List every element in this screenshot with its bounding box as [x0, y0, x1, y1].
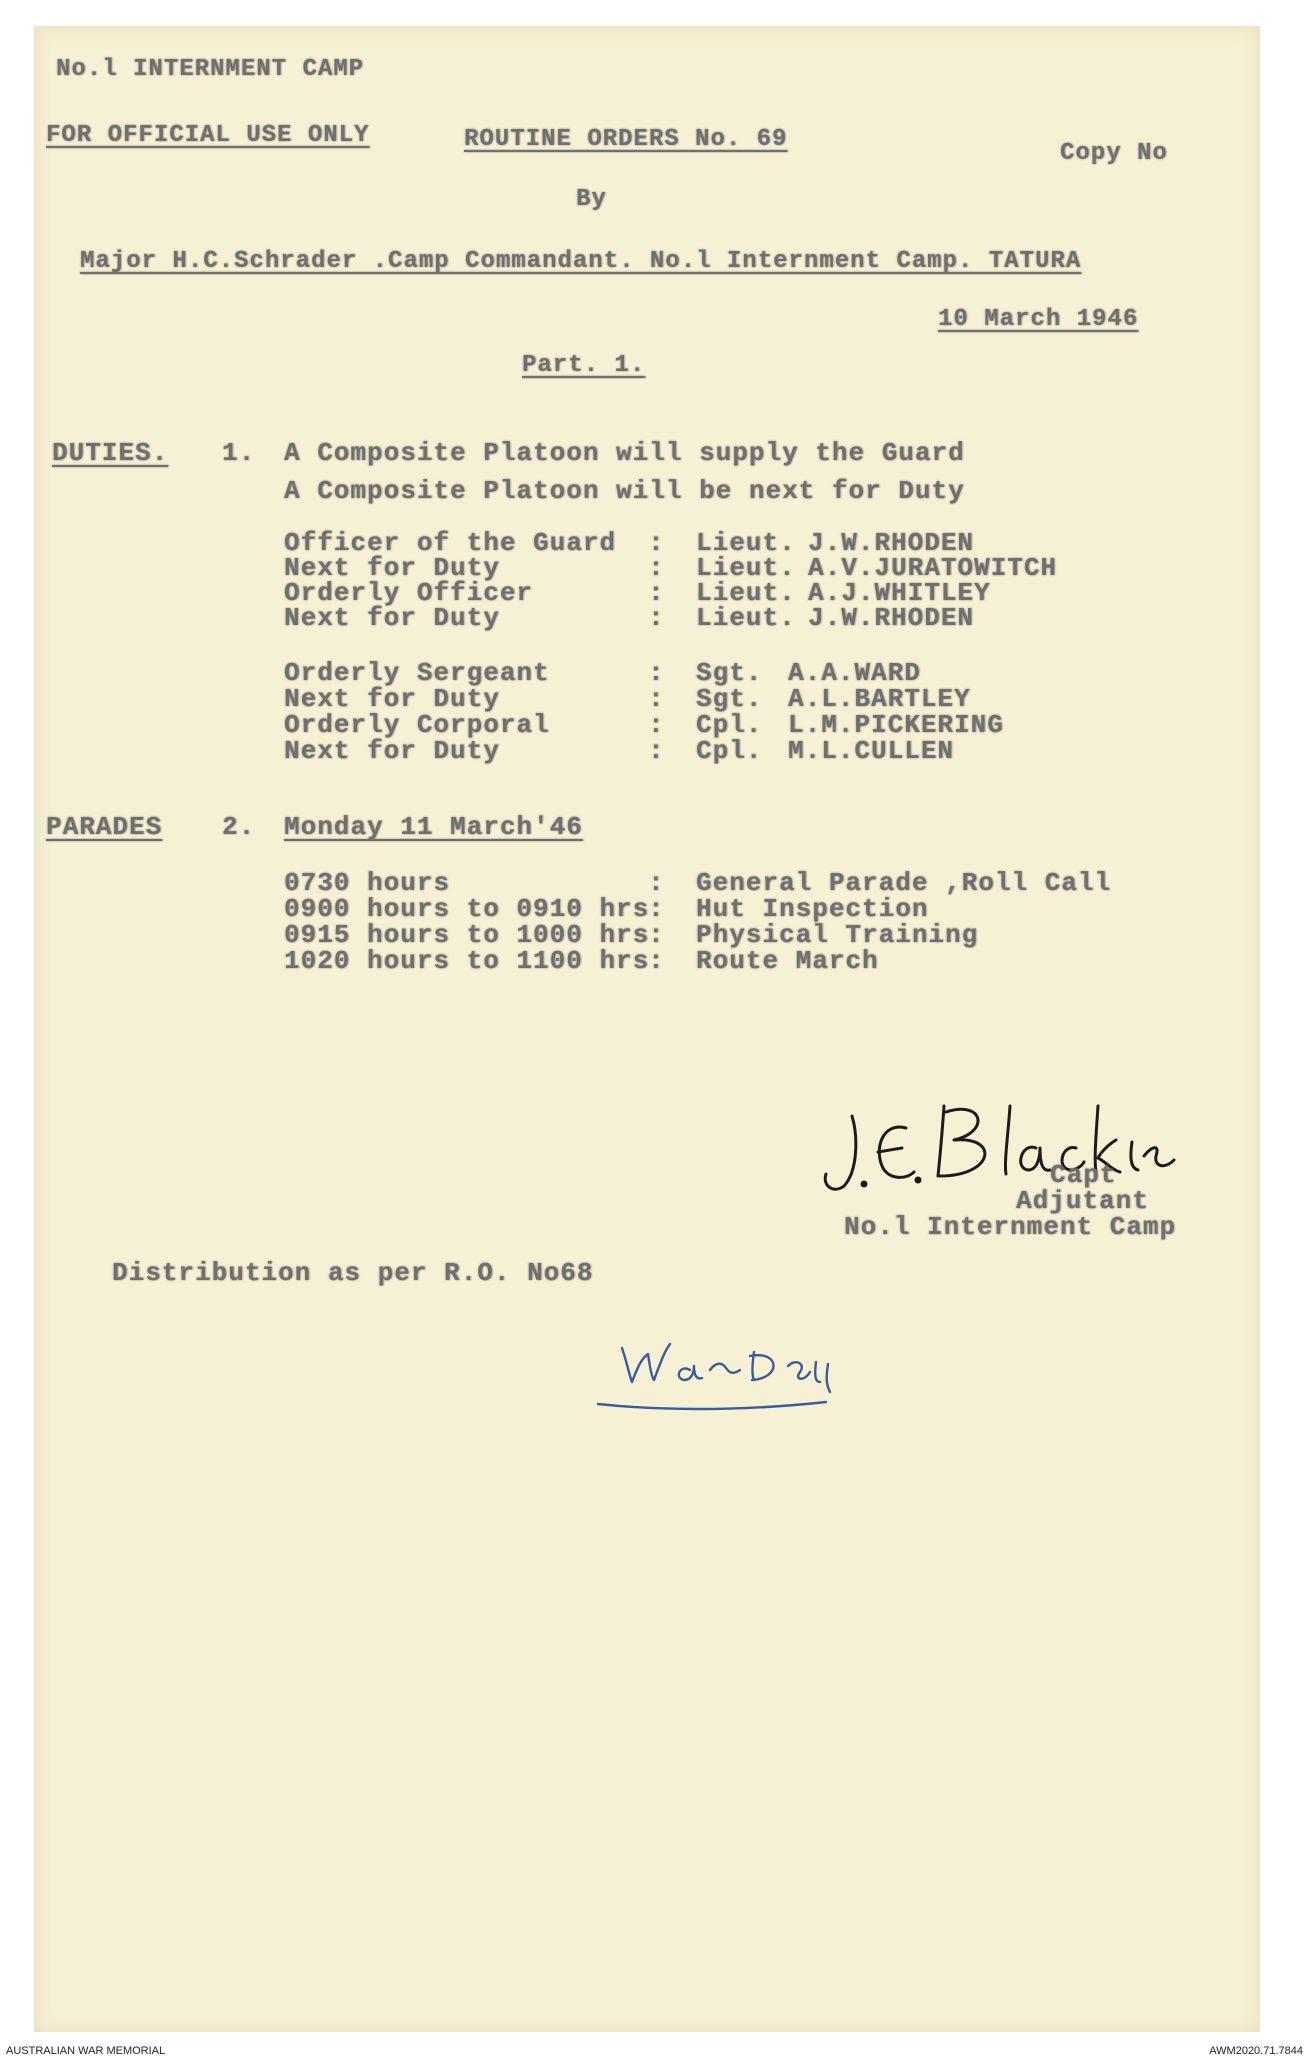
part-heading: Part. 1. [522, 352, 646, 379]
schedule-time: 0915 hours to 1000 hrs [284, 920, 650, 950]
officer-name: J.W.RHODEN [808, 528, 975, 558]
colon: : [648, 868, 665, 898]
colon: : [648, 553, 665, 583]
commandant-line: Major H.C.Schrader .Camp Commandant. No.l Internment Camp. TATURA [80, 248, 1082, 275]
officer-role: Next for Duty [284, 603, 500, 633]
routine-orders-title: ROUTINE ORDERS No. 69 [464, 126, 788, 153]
signatory-title: Adjutant [1016, 1186, 1149, 1216]
colon: : [648, 920, 665, 950]
nco-role: Orderly Sergeant [284, 658, 550, 688]
officer-rank: Lieut. [696, 553, 796, 583]
nco-name: M.L.CULLEN [788, 736, 955, 766]
colon: : [648, 578, 665, 608]
war-diary-initials [604, 1322, 844, 1412]
schedule-activity: General Parade ,Roll Call [696, 868, 1112, 898]
schedule-activity: Hut Inspection [696, 894, 929, 924]
archive-reference: AWM2020.71.7844 [1209, 2045, 1303, 2057]
archive-credit: AUSTRALIAN WAR MEMORIAL [6, 2045, 166, 2057]
officer-rank: Lieut. [696, 603, 796, 633]
schedule-time: 1020 hours to 1100 hrs [284, 946, 650, 976]
officer-role: Next for Duty [284, 553, 500, 583]
signatory-unit: No.l Internment Camp [844, 1212, 1177, 1242]
schedule-activity: Physical Training [696, 920, 979, 950]
order-date: 10 March 1946 [938, 306, 1139, 333]
colon: : [648, 946, 665, 976]
officer-name: A.J.WHITLEY [808, 578, 991, 608]
parade-day: Monday 11 March'46 [284, 812, 583, 842]
nco-name: A.L.BARTLEY [788, 684, 971, 714]
schedule-time: 0900 hours to 0910 hrs [284, 894, 650, 924]
colon: : [648, 603, 665, 633]
officer-name: J.W.RHODEN [808, 603, 975, 633]
duties-line-1: A Composite Platoon will supply the Guard [284, 438, 965, 468]
officer-role: Officer of the Guard [284, 528, 617, 558]
distribution-line: Distribution as per R.O. No68 [112, 1258, 594, 1288]
duties-line-2: A Composite Platoon will be next for Duty [284, 476, 965, 506]
nco-rank: Sgt. [696, 684, 763, 714]
colon: : [648, 894, 665, 924]
colon: : [648, 658, 665, 688]
schedule-activity: Route March [696, 946, 879, 976]
nco-role: Next for Duty [284, 736, 500, 766]
schedule-time: 0730 hours [284, 868, 451, 898]
nco-name: L.M.PICKERING [788, 710, 1004, 740]
nco-role: Orderly Corporal [284, 710, 550, 740]
parades-heading: PARADES [46, 812, 163, 842]
signatory-rank: Capt [1050, 1160, 1117, 1190]
duties-number: 1. [222, 438, 256, 468]
by-label: By [576, 186, 607, 213]
officer-rank: Lieut. [696, 578, 796, 608]
camp-heading: No.l INTERNMENT CAMP [56, 56, 365, 83]
colon: : [648, 710, 665, 740]
colon: : [648, 736, 665, 766]
colon: : [648, 528, 665, 558]
officer-rank: Lieut. [696, 528, 796, 558]
nco-name: A.A.WARD [788, 658, 921, 688]
officer-role: Orderly Officer [284, 578, 534, 608]
parades-number: 2. [222, 812, 256, 842]
duties-heading: DUTIES. [52, 438, 169, 468]
nco-rank: Cpl. [696, 736, 763, 766]
officer-name: A.V.JURATOWITCH [808, 553, 1058, 583]
nco-rank: Cpl. [696, 710, 763, 740]
colon: : [648, 684, 665, 714]
nco-rank: Sgt. [696, 658, 763, 688]
official-use-label: FOR OFFICIAL USE ONLY [46, 122, 370, 149]
copy-number-label: Copy No [1060, 140, 1168, 167]
document-sheet [34, 26, 1260, 2032]
nco-role: Next for Duty [284, 684, 500, 714]
